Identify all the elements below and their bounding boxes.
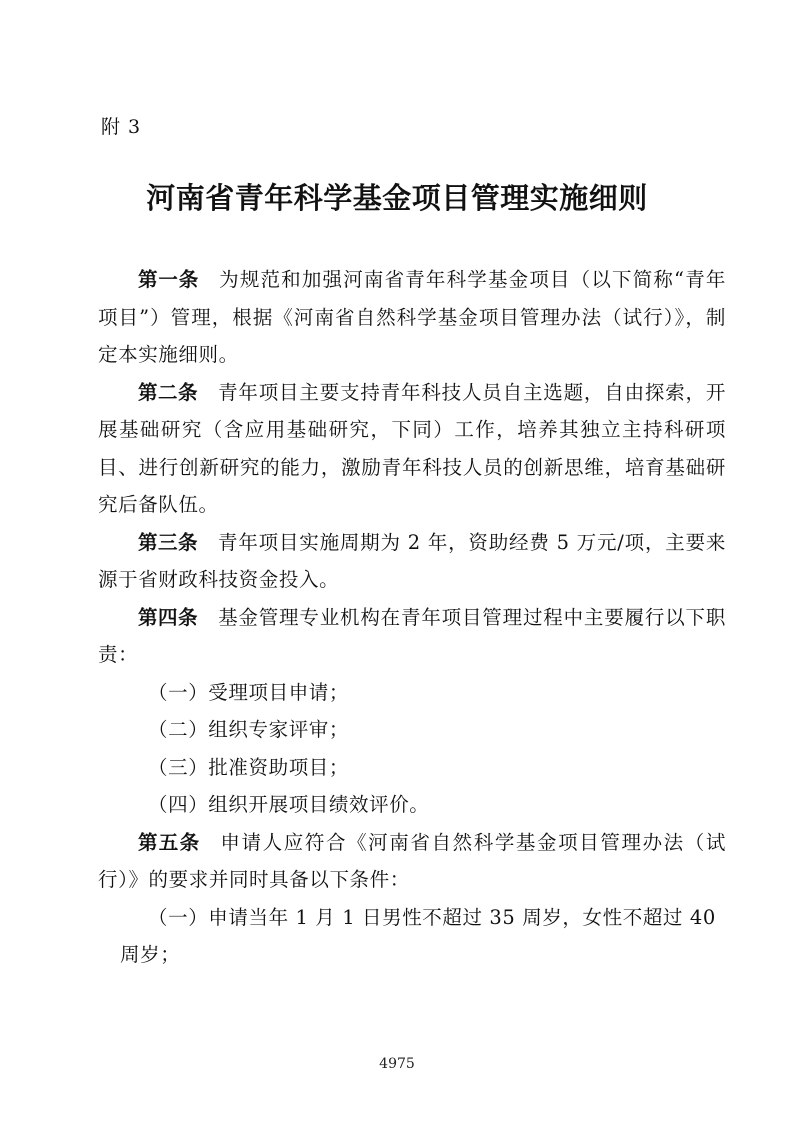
list-item: （一）受理项目申请；	[148, 680, 350, 704]
article-heading: 第五条	[138, 830, 201, 854]
list-item: （二）组织专家评审；	[148, 718, 350, 741]
document-title: 河南省青年科学基金项目管理实施细则	[146, 181, 648, 215]
annex-label: 附 3	[101, 116, 142, 138]
article-text: 青年项目主要支持青年科技人员自主选题，自由探索，开展基础研究（含应用基础研究，下同）工作，培养其独立主持科研项目、进行创新研究的能力，激励青年科技人员的创新思维，培育基础研究后备队伍。	[98, 380, 726, 516]
list-item: （三）批准资助项目；	[148, 755, 350, 779]
article-text: 青年项目实施周期为 2 年，资助经费 5 万元/项，主要来源于省财政科技资金投入。	[98, 530, 727, 591]
list-item: （四）组织开展项目绩效评价。	[148, 793, 430, 816]
article-heading: 第三条	[138, 530, 199, 554]
article-text: 申请人应符合《河南省自然科学基金项目管理办法（试行）》的要求并同时具备以下条件：	[98, 830, 726, 891]
article-4	[98, 599, 726, 674]
article-5	[98, 824, 726, 899]
article-2	[98, 374, 726, 524]
article-text: 为规范和加强河南省青年科学基金项目（以下简称“青年项目”）管理，根据《河南省自然科学基金项目管理办法（试行）》，制定本实施细则。	[98, 268, 726, 366]
page-number: 4975	[379, 1056, 415, 1072]
list-item: （一）申请当年 1 月 1 日男性不超过 35 周岁，女性不超过 40 周岁；	[120, 905, 716, 966]
article-text: 基金管理专业机构在青年项目管理过程中主要履行以下职责：	[98, 605, 726, 666]
article-1	[98, 261, 726, 374]
article-heading: 第二条	[138, 380, 199, 404]
article-3	[98, 524, 726, 599]
article-heading: 第四条	[138, 605, 199, 629]
article-heading: 第一条	[138, 268, 200, 291]
document-body	[98, 261, 726, 974]
